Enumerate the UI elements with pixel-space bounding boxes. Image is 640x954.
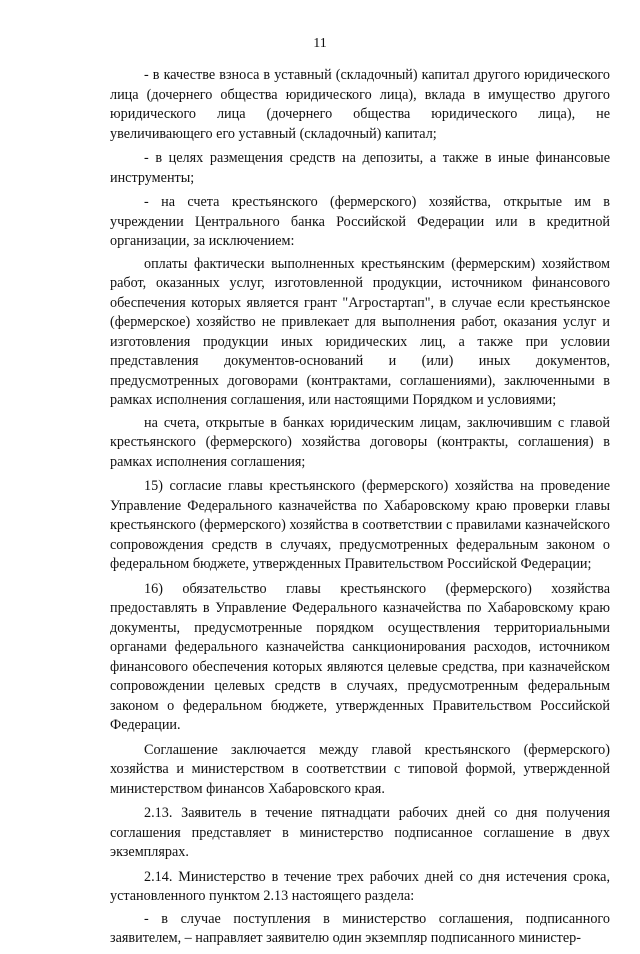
paragraph-payment-exception: оплаты фактически выполненных крестьянским (фермерским) хозяйством работ, оказанных услуг, изготовленной продукции, источником финансового обеспечения которых является грант "Агростартап", в случае если крестьянское (фермерское) хозяйство не привлекает для выполнения работ, оказания услуг и изготовления продукции иных юридических лиц, а также при условии представления документов-оснований и (или) иных документов, предусмотренных договорами (контрактами, соглашениями), заключенными в рамках исполнения соглашения, или настоящими Порядком и условиями; [110, 255, 610, 408]
paragraph-item-15: 15) согласие главы крестьянского (фермерского) хозяйства на проведение Управление Федерального казначейства по Хабаровскому краю проверки главы крестьянского (фермерского) хозяйства в соответствии с правилами казначейского сопровождения средств в случаях, предусмотренных федеральным законом о федеральном бюджете, утвержденных Правительством Российской Федерации; [110, 478, 610, 572]
paragraph-farm-accounts: - на счета крестьянского (фермерского) хозяйства, открытые им в учреждении Центрального банка Российской Федерации или в кредитной организации, за исключением: [110, 194, 610, 249]
paragraph-deposits: - в целях размещения средств на депозиты, а также в иные финансовые инструменты; [110, 150, 610, 186]
paragraph-2-14: 2.14. Министерство в течение трех рабочих дней со дня истечения срока, установленного пунктом 2.13 настоящего раздела: [110, 868, 610, 904]
paragraph-bank-accounts: на счета, открытые в банках юридическим лицам, заключившим с главой крестьянского (фермерского) хозяйства договоры (контракты, соглашения) в рамках исполнения соглашения; [110, 414, 610, 470]
paragraph-item-16: 16) обязательство главы крестьянского (фермерского) хозяйства предоставлять в Управление Федерального казначейства по Хабаровскому краю документы, предусмотренные порядком осуществления территориальными органами федерального казначейства санкционирования расходов, источником финансового обеспечения которых являются целевые средства, при казначейском сопровождении целевых средств в случаях, предусмотренным федеральным законом о федеральном бюджете, утвержденных Правительством Российской Федерации. [110, 580, 610, 733]
paragraph-signed-agreement: - в случае поступления в министерство соглашения, подписанного заявителем, – направляет заявителю один экземпляр подписанного министер- [110, 910, 610, 946]
paragraph-agreement: Соглашение заключается между главой крестьянского (фермерского) хозяйства и министерством в соответствии с типовой формой, утвержденной министерством финансов Хабаровского края. [110, 741, 610, 797]
paragraph-2-13: 2.13. Заявитель в течение пятнадцати рабочих дней со дня получения соглашения представляет в министерство подписанное соглашение в двух экземплярах. [110, 805, 610, 860]
paragraph-contribution-capital: - в качестве взноса в уставный (складочный) капитал другого юридического лица (дочернего общества юридического лица), вклада в имущество другого юридического лица (дочернего общества юридического лица), не увеличивающего его уставный (складочный) капитал; [110, 67, 610, 142]
page-number: 11 [313, 36, 327, 51]
document-body [110, 66, 610, 954]
